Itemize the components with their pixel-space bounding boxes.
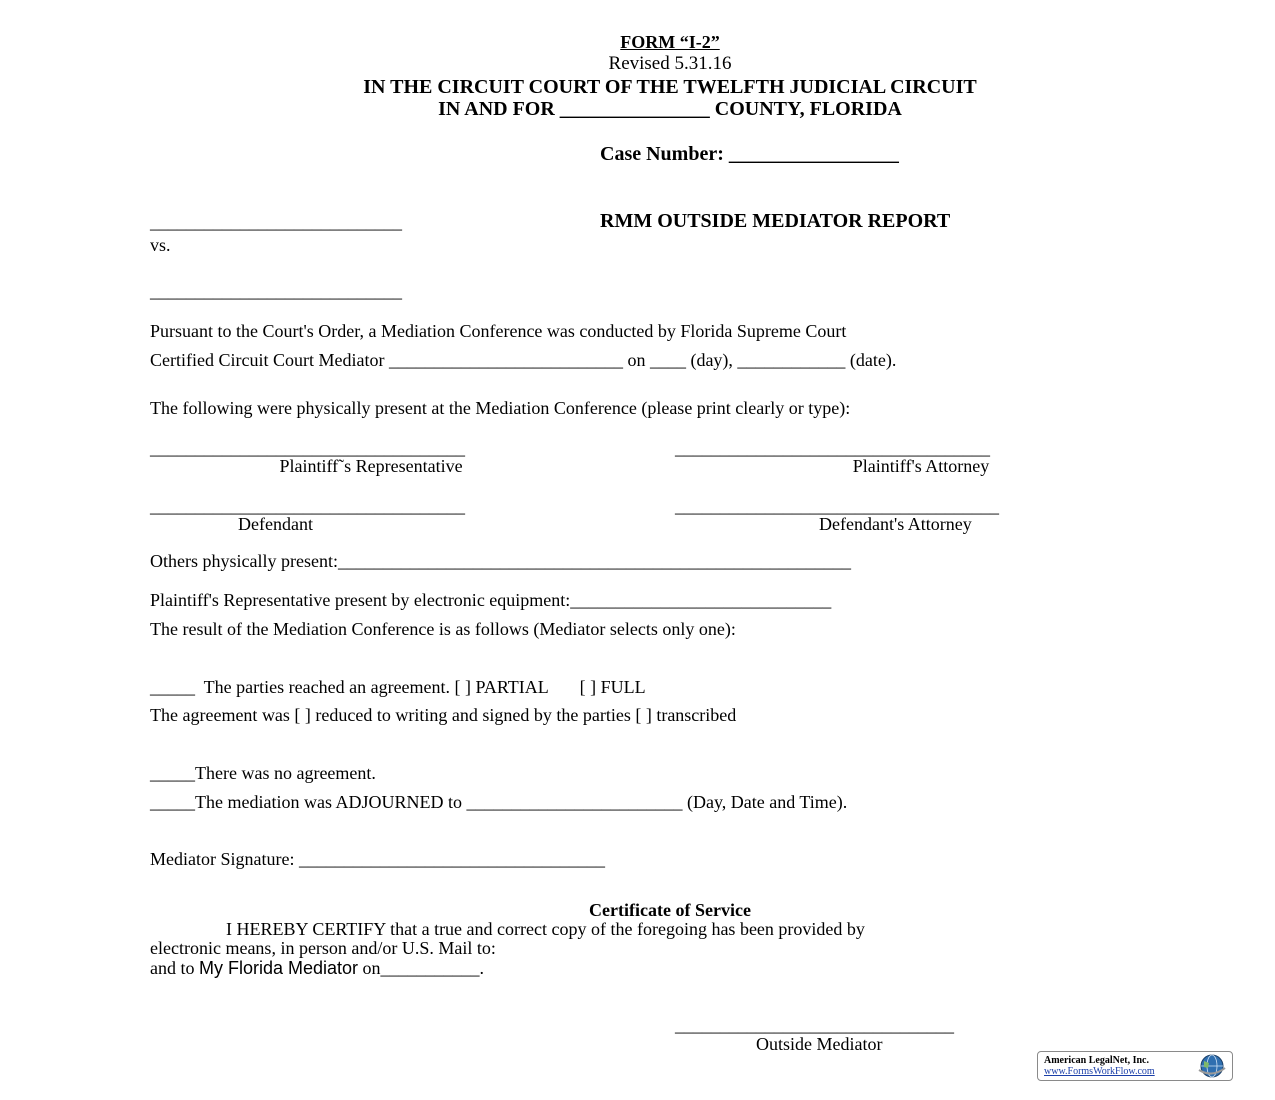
certificate-line-3 (150, 957, 484, 979)
case-number: Case Number: _________________ (600, 143, 899, 165)
defendant-label: Defendant (238, 514, 313, 534)
others-present: Others physically present:_________________________________________________________ (150, 551, 851, 571)
certificate-title: Certificate of Service (589, 900, 751, 920)
plaintiff-rep-line: ___________________________________ (150, 438, 465, 458)
defendant-attorney-line: ____________________________________ (675, 496, 999, 516)
certificate-line-1: I HEREBY CERTIFY that a true and correct copy of the foregoing has been provided by (226, 919, 865, 939)
court-line-1: IN THE CIRCUIT COURT OF THE TWELFTH JUDICIAL CIRCUIT (363, 76, 977, 98)
outside-mediator-label: Outside Mediator (756, 1034, 883, 1054)
plaintiff-attorney-label: Plaintiff's Attorney (852, 456, 990, 476)
vs-label: vs. (150, 235, 171, 255)
pursuant-line-2: Certified Circuit Court Mediator __________________________ on ____ (day), ____________ (date). (150, 350, 897, 370)
present-intro: The following were physically present at the Mediation Conference (please print clearly or type): (150, 398, 851, 418)
result-adjourned: _____The mediation was ADJOURNED to ________________________ (Day, Date and Time). (150, 792, 848, 812)
logo-company-name: American LegalNet, Inc. (1044, 1055, 1149, 1066)
party-1-blank: ____________________________ (150, 212, 402, 232)
mediator-signature: Mediator Signature: __________________________________ (150, 849, 605, 869)
logo-url[interactable]: www.FormsWorkFlow.com (1044, 1066, 1155, 1077)
revised-date: Revised 5.31.16 (608, 53, 732, 74)
party-2-blank: ____________________________ (150, 281, 402, 301)
result-intro: The result of the Mediation Conference is as follows (Mediator selects only one): (150, 619, 736, 639)
certificate-prefix: and to (150, 958, 199, 978)
american-legalnet-logo[interactable] (1037, 1051, 1233, 1081)
defendant-attorney-label: Defendant's Attorney (819, 514, 972, 534)
outside-mediator-line: _______________________________ (675, 1015, 954, 1035)
certificate-line-2: electronic means, in person and/or U.S. Mail to: (150, 938, 496, 958)
plaintiff-attorney-line: ___________________________________ (675, 438, 990, 458)
certificate-suffix: on___________. (358, 958, 485, 978)
defendant-line: ___________________________________ (150, 496, 465, 516)
mediator-service-name: My Florida Mediator (199, 958, 359, 978)
result-agreement: _____ The parties reached an agreement. [ ] PARTIAL [ ] FULL (150, 677, 646, 697)
result-no-agreement: _____There was no agreement. (150, 763, 376, 783)
result-agreement-detail: The agreement was [ ] reduced to writing and signed by the parties [ ] transcribed (150, 705, 737, 725)
rep-electronic: Plaintiff's Representative present by electronic equipment:_____________________________ (150, 590, 832, 610)
plaintiff-rep-label: Plaintiff˜s Representative (279, 456, 463, 476)
form-id: FORM “I-2” (620, 32, 720, 52)
report-title: RMM OUTSIDE MEDIATOR REPORT (600, 210, 951, 232)
pursuant-line-1: Pursuant to the Court's Order, a Mediation Conference was conducted by Florida Supreme Court (150, 321, 847, 341)
court-line-2: IN AND FOR _______________ COUNTY, FLORIDA (438, 98, 902, 120)
globe-icon (1195, 1053, 1229, 1079)
